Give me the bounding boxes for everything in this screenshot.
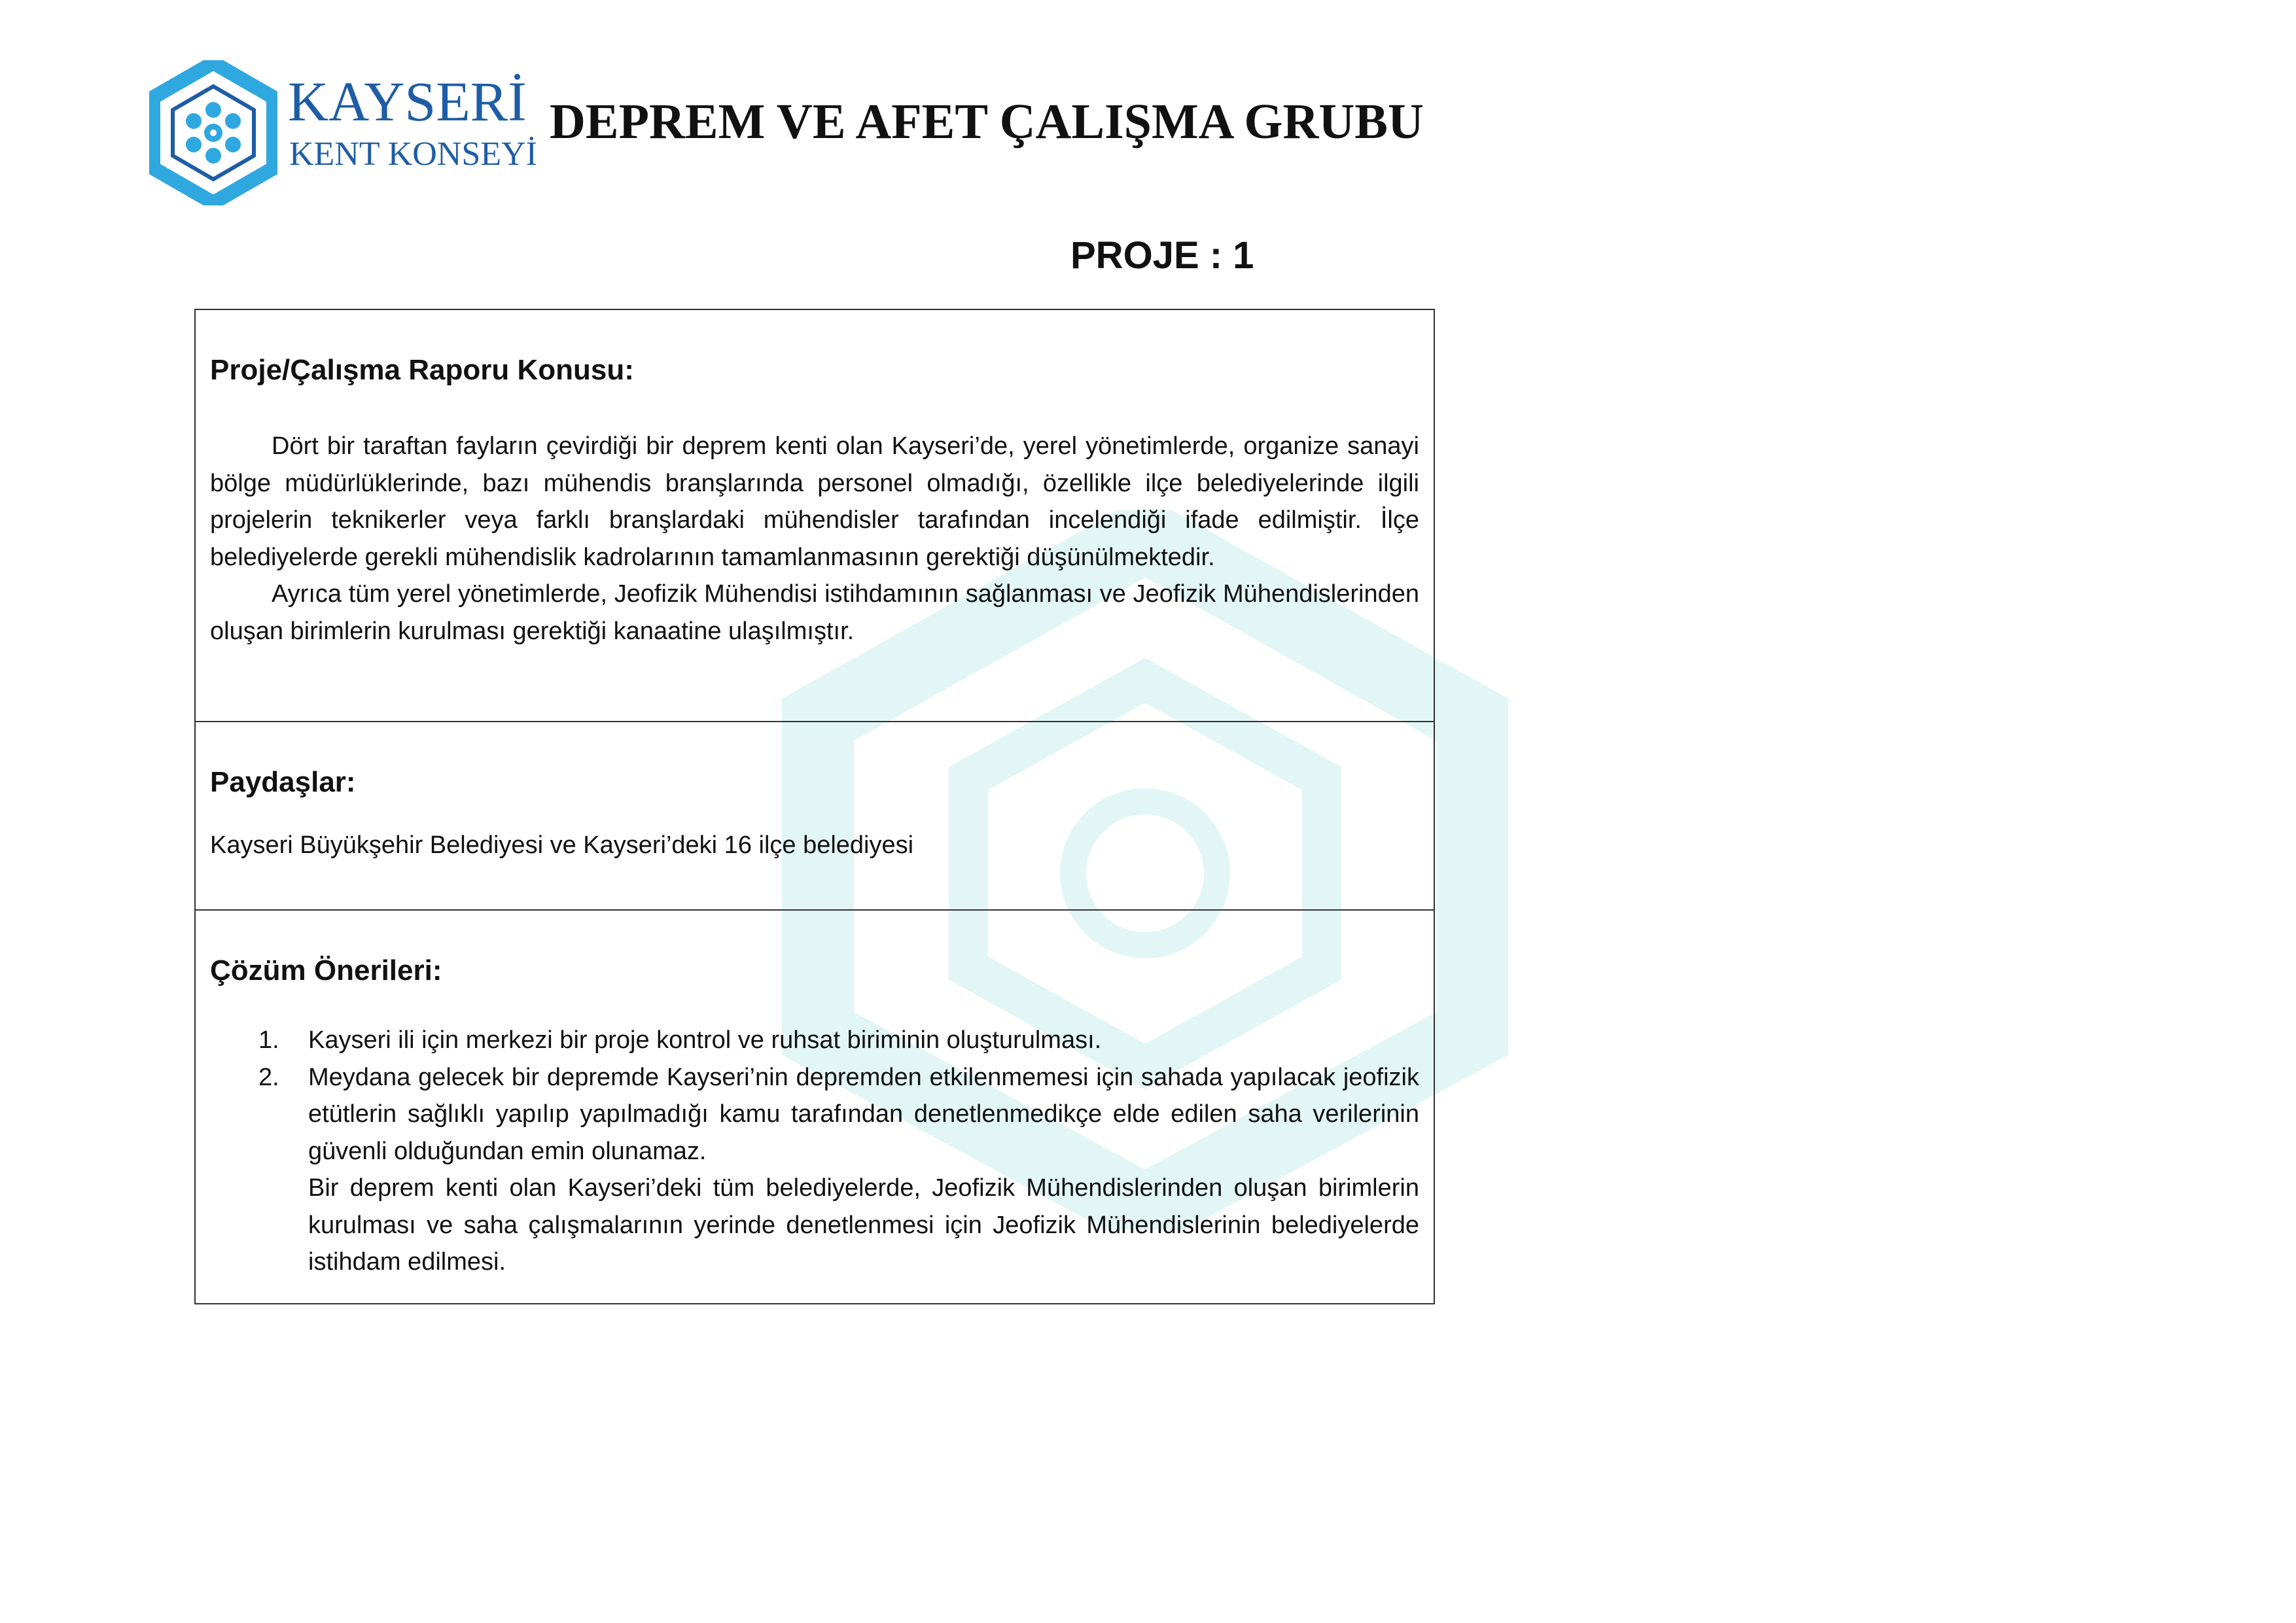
- subject-paragraph-2: Ayrıca tüm yerel yönetimlerde, Jeofizik Mühendisi istihdamının sağlanması ve Jeofizik Mühendislerinden oluşan birimlerin kurulması gerektiği kanaatine ulaşılmıştır.: [210, 580, 1419, 645]
- subject-body: [210, 428, 1419, 650]
- kent-konseyi-logo: [149, 60, 537, 205]
- subject-section: [196, 310, 1434, 722]
- logo-text-kent-konseyi: KENT KONSEYİ: [289, 135, 537, 173]
- list-item: [210, 1059, 1419, 1281]
- subject-paragraph-1: Dört bir taraftan fayların çevirdiği bir deprem kenti olan Kayseri’de, yerel yönetimlerde, organize sanayi bölge müdürlüklerinde, bazı mühendis branşlarında personel olmadığı, özellikle ilçe belediyelerinde ilgili projelerin teknikerler veya farklı branşlardaki mühendisler tarafından incelendiği ifade edilmiştir. İlçe belediyelerde gerekli mühendislik kadrolarının tamamlanmasının gerektiği düşünülmektedir.: [210, 432, 1419, 571]
- project-number: PROJE : 1: [1070, 234, 1254, 277]
- list-item-number: 2.: [258, 1063, 279, 1091]
- logo-text-kayseri: KAYSERİ: [288, 70, 527, 133]
- list-item-text: Kayseri ili için merkezi bir proje kontrol ve ruhsat biriminin oluşturulması.: [308, 1026, 1102, 1054]
- list-item-text: Meydana gelecek bir depremde Kayseri’nin depremden etkilenmemesi için sahada yapılacak jeofizik etütlerin sağlıklı yapılıp yapılmadığı kamu tarafından denetlenmedikçe elde edilen saha verilerinin güvenli olduğundan emin olunamaz.: [308, 1063, 1419, 1165]
- list-item: [210, 1022, 1419, 1059]
- report-table: [194, 309, 1435, 1304]
- list-item-number: 1.: [258, 1026, 279, 1054]
- solutions-section: [196, 911, 1434, 1303]
- solutions-list: [210, 1022, 1419, 1281]
- kent-konseyi-emblem-icon: [149, 60, 277, 205]
- list-item-text-continued: Bir deprem kenti olan Kayseri’deki tüm belediyelerde, Jeofizik Mühendislerinden oluşan birimlerin kurulması ve saha çalışmalarının yerinde denetlenmesi için Jeofizik Mühendislerinin belediyelerde istihdam edilmesi.: [308, 1174, 1419, 1276]
- subject-heading: Proje/Çalışma Raporu Konusu:: [210, 354, 634, 386]
- page-title: DEPREM VE AFET ÇALIŞMA GRUBU: [550, 94, 1424, 149]
- stakeholders-section: [196, 722, 1434, 911]
- stakeholders-text: Kayseri Büyükşehir Belediyesi ve Kayseri’deki 16 ilçe belediyesi: [210, 831, 914, 859]
- solutions-heading: Çözüm Önerileri:: [210, 954, 442, 986]
- stakeholders-heading: Paydaşlar:: [210, 766, 356, 798]
